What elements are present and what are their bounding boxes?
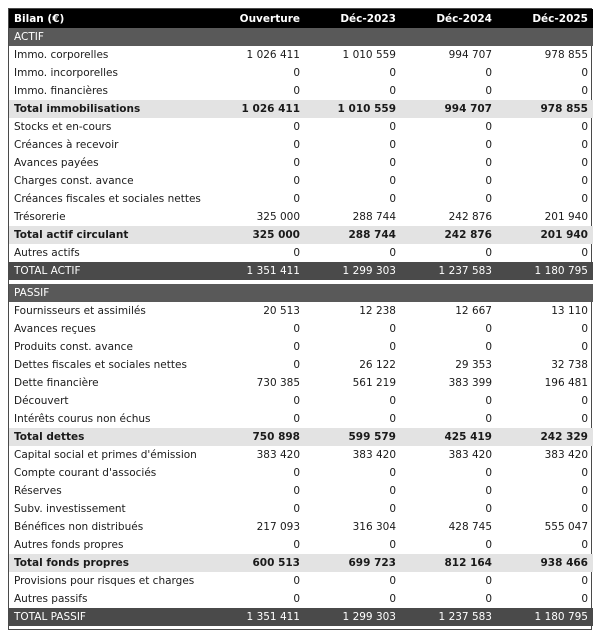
row-label: Immo. incorporelles <box>14 67 118 79</box>
cell-value: 1 237 583 <box>401 262 497 280</box>
cell-value: 699 723 <box>305 554 401 572</box>
row-label: Capital social et primes d'émission <box>14 449 197 461</box>
cell-value: 0 <box>293 175 300 187</box>
balance-sheet-body <box>9 28 593 626</box>
cell-value: 0 <box>581 539 588 551</box>
cell-value: 0 <box>485 593 492 605</box>
cell-value: 0 <box>485 193 492 205</box>
cell-value: 0 <box>389 323 396 335</box>
cell-value: 0 <box>389 395 396 407</box>
row-label: Provisions pour risques et charges <box>14 575 195 587</box>
cell-value: 0 <box>485 395 492 407</box>
cell-value: 0 <box>485 85 492 97</box>
cell-value: 0 <box>485 247 492 259</box>
cell-value: 26 122 <box>359 359 396 371</box>
subtotal-row <box>9 100 593 118</box>
cell-value: 12 238 <box>359 305 396 317</box>
cell-value: 0 <box>293 485 300 497</box>
table-row <box>9 302 593 320</box>
table-row <box>9 338 593 356</box>
table-row <box>9 118 593 136</box>
grand-total-row <box>9 608 593 626</box>
cell-value: 325 000 <box>256 211 300 223</box>
cell-value: 0 <box>581 323 588 335</box>
cell-value: 383 399 <box>448 377 492 389</box>
cell-value: 0 <box>293 67 300 79</box>
cell-value: 0 <box>485 467 492 479</box>
row-label: Fournisseurs et assimilés <box>14 305 146 317</box>
cell-value: 1 180 795 <box>497 262 593 280</box>
cell-value: 0 <box>389 139 396 151</box>
cell-value: 20 513 <box>263 305 300 317</box>
cell-value: 383 420 <box>448 449 492 461</box>
cell-value: 383 420 <box>544 449 588 461</box>
cell-value: 0 <box>293 193 300 205</box>
column-header: Déc-2023 <box>305 9 401 28</box>
cell-value: 0 <box>293 467 300 479</box>
header-label: Bilan (€) <box>9 9 209 28</box>
cell-value: 0 <box>581 67 588 79</box>
cell-value: 0 <box>293 323 300 335</box>
cell-value: 1 010 559 <box>305 100 401 118</box>
cell-value: 0 <box>485 575 492 587</box>
header-row <box>9 9 593 28</box>
cell-value: 196 481 <box>544 377 588 389</box>
row-label: Découvert <box>14 395 69 407</box>
row-label: Total actif circulant <box>9 226 209 244</box>
row-label: Avances reçues <box>14 323 96 335</box>
cell-value: 561 219 <box>352 377 396 389</box>
cell-value: 978 855 <box>544 49 588 61</box>
cell-value: 555 047 <box>544 521 588 533</box>
cell-value: 0 <box>293 413 300 425</box>
cell-value: 0 <box>581 157 588 169</box>
cell-value: 0 <box>389 593 396 605</box>
row-label: Compte courant d'associés <box>14 467 157 479</box>
table-row <box>9 464 593 482</box>
row-label: Avances payées <box>14 157 99 169</box>
cell-value: 0 <box>581 503 588 515</box>
cell-value: 599 579 <box>305 428 401 446</box>
cell-value: 0 <box>389 121 396 133</box>
table-row <box>9 410 593 428</box>
table-row <box>9 392 593 410</box>
cell-value: 1 237 583 <box>401 608 497 626</box>
row-label: TOTAL PASSIF <box>9 608 209 626</box>
cell-value: 0 <box>389 539 396 551</box>
section-header-actif <box>9 28 593 46</box>
cell-value: 938 466 <box>497 554 593 572</box>
table-row <box>9 356 593 374</box>
cell-value: 0 <box>389 67 396 79</box>
cell-value: 812 164 <box>401 554 497 572</box>
cell-value: 0 <box>485 121 492 133</box>
cell-value: 325 000 <box>209 226 305 244</box>
cell-value: 0 <box>485 485 492 497</box>
cell-value: 0 <box>389 193 396 205</box>
grand-total-row <box>9 262 593 280</box>
row-label: Autres passifs <box>14 593 88 605</box>
cell-value: 288 744 <box>305 226 401 244</box>
row-label: Charges const. avance <box>14 175 134 187</box>
cell-value: 0 <box>485 139 492 151</box>
cell-value: 0 <box>293 539 300 551</box>
column-header: Déc-2025 <box>497 9 593 28</box>
row-label: Réserves <box>14 485 62 497</box>
cell-value: 0 <box>293 157 300 169</box>
cell-value: 288 744 <box>352 211 396 223</box>
cell-value: 0 <box>293 121 300 133</box>
cell-value: 0 <box>485 341 492 353</box>
cell-value: 0 <box>581 395 588 407</box>
table-row <box>9 190 593 208</box>
table-row <box>9 590 593 608</box>
cell-value: 0 <box>389 247 396 259</box>
cell-value: 428 745 <box>448 521 492 533</box>
section-title: PASSIF <box>9 284 593 302</box>
row-label: Produits const. avance <box>14 341 133 353</box>
cell-value: 750 898 <box>209 428 305 446</box>
table-row <box>9 500 593 518</box>
row-label: TOTAL ACTIF <box>9 262 209 280</box>
cell-value: 0 <box>485 539 492 551</box>
table-row <box>9 208 593 226</box>
row-label: Dettes fiscales et sociales nettes <box>14 359 187 371</box>
table-row <box>9 446 593 464</box>
cell-value: 0 <box>293 139 300 151</box>
cell-value: 0 <box>389 485 396 497</box>
cell-value: 0 <box>293 341 300 353</box>
row-label: Autres actifs <box>14 247 80 259</box>
cell-value: 0 <box>293 593 300 605</box>
cell-value: 730 385 <box>256 377 300 389</box>
balance-sheet-frame <box>8 8 592 630</box>
row-label: Créances fiscales et sociales nettes <box>14 193 201 205</box>
row-label: Créances à recevoir <box>14 139 119 151</box>
table-row <box>9 82 593 100</box>
cell-value: 0 <box>389 85 396 97</box>
cell-value: 0 <box>581 485 588 497</box>
row-label: Intérêts courus non échus <box>14 413 151 425</box>
row-label: Total immobilisations <box>9 100 209 118</box>
cell-value: 0 <box>293 575 300 587</box>
cell-value: 0 <box>581 175 588 187</box>
row-label: Dette financière <box>14 377 99 389</box>
cell-value: 242 876 <box>448 211 492 223</box>
cell-value: 0 <box>485 67 492 79</box>
table-row <box>9 374 593 392</box>
subtotal-row <box>9 226 593 244</box>
row-label: Immo. financières <box>14 85 108 97</box>
row-label: Immo. corporelles <box>14 49 109 61</box>
row-label: Subv. investissement <box>14 503 126 515</box>
table-row <box>9 244 593 262</box>
cell-value: 32 738 <box>551 359 588 371</box>
table-row <box>9 154 593 172</box>
cell-value: 1 010 559 <box>342 49 396 61</box>
balance-sheet-table <box>9 9 593 626</box>
cell-value: 0 <box>581 341 588 353</box>
cell-value: 242 876 <box>401 226 497 244</box>
cell-value: 383 420 <box>352 449 396 461</box>
subtotal-row <box>9 428 593 446</box>
row-label: Autres fonds propres <box>14 539 124 551</box>
cell-value: 12 667 <box>455 305 492 317</box>
cell-value: 425 419 <box>401 428 497 446</box>
cell-value: 0 <box>485 157 492 169</box>
cell-value: 0 <box>389 503 396 515</box>
cell-value: 383 420 <box>256 449 300 461</box>
cell-value: 0 <box>293 503 300 515</box>
cell-value: 13 110 <box>551 305 588 317</box>
cell-value: 1 026 411 <box>209 100 305 118</box>
row-label: Total fonds propres <box>9 554 209 572</box>
cell-value: 0 <box>581 121 588 133</box>
cell-value: 978 855 <box>497 100 593 118</box>
table-row <box>9 172 593 190</box>
table-row <box>9 518 593 536</box>
cell-value: 994 707 <box>448 49 492 61</box>
cell-value: 0 <box>581 413 588 425</box>
cell-value: 201 940 <box>497 226 593 244</box>
cell-value: 0 <box>581 247 588 259</box>
section-title: ACTIF <box>9 28 593 46</box>
cell-value: 0 <box>581 85 588 97</box>
cell-value: 0 <box>389 341 396 353</box>
cell-value: 0 <box>485 503 492 515</box>
cell-value: 0 <box>485 413 492 425</box>
column-header: Déc-2024 <box>401 9 497 28</box>
row-label: Bénéfices non distribués <box>14 521 144 533</box>
cell-value: 201 940 <box>544 211 588 223</box>
table-row <box>9 46 593 64</box>
row-label: Trésorerie <box>14 211 66 223</box>
cell-value: 0 <box>389 175 396 187</box>
cell-value: 0 <box>581 593 588 605</box>
section-header-passif <box>9 284 593 302</box>
cell-value: 0 <box>485 323 492 335</box>
table-row <box>9 64 593 82</box>
cell-value: 0 <box>485 175 492 187</box>
cell-value: 0 <box>389 157 396 169</box>
cell-value: 600 513 <box>209 554 305 572</box>
cell-value: 242 329 <box>497 428 593 446</box>
cell-value: 1 026 411 <box>246 49 300 61</box>
table-row <box>9 136 593 154</box>
table-row <box>9 482 593 500</box>
cell-value: 29 353 <box>455 359 492 371</box>
cell-value: 0 <box>581 193 588 205</box>
cell-value: 0 <box>389 467 396 479</box>
cell-value: 217 093 <box>256 521 300 533</box>
cell-value: 0 <box>581 139 588 151</box>
cell-value: 1 351 411 <box>209 262 305 280</box>
cell-value: 994 707 <box>401 100 497 118</box>
cell-value: 0 <box>293 85 300 97</box>
cell-value: 0 <box>293 247 300 259</box>
subtotal-row <box>9 554 593 572</box>
cell-value: 1 351 411 <box>209 608 305 626</box>
cell-value: 1 299 303 <box>305 608 401 626</box>
row-label: Total dettes <box>9 428 209 446</box>
cell-value: 0 <box>581 467 588 479</box>
row-label: Stocks et en-cours <box>14 121 112 133</box>
cell-value: 0 <box>293 395 300 407</box>
cell-value: 0 <box>389 575 396 587</box>
cell-value: 0 <box>581 575 588 587</box>
cell-value: 0 <box>389 413 396 425</box>
column-header: Ouverture <box>209 9 305 28</box>
table-row <box>9 572 593 590</box>
table-row <box>9 536 593 554</box>
cell-value: 0 <box>293 359 300 371</box>
table-row <box>9 320 593 338</box>
cell-value: 316 304 <box>352 521 396 533</box>
cell-value: 1 180 795 <box>497 608 593 626</box>
cell-value: 1 299 303 <box>305 262 401 280</box>
